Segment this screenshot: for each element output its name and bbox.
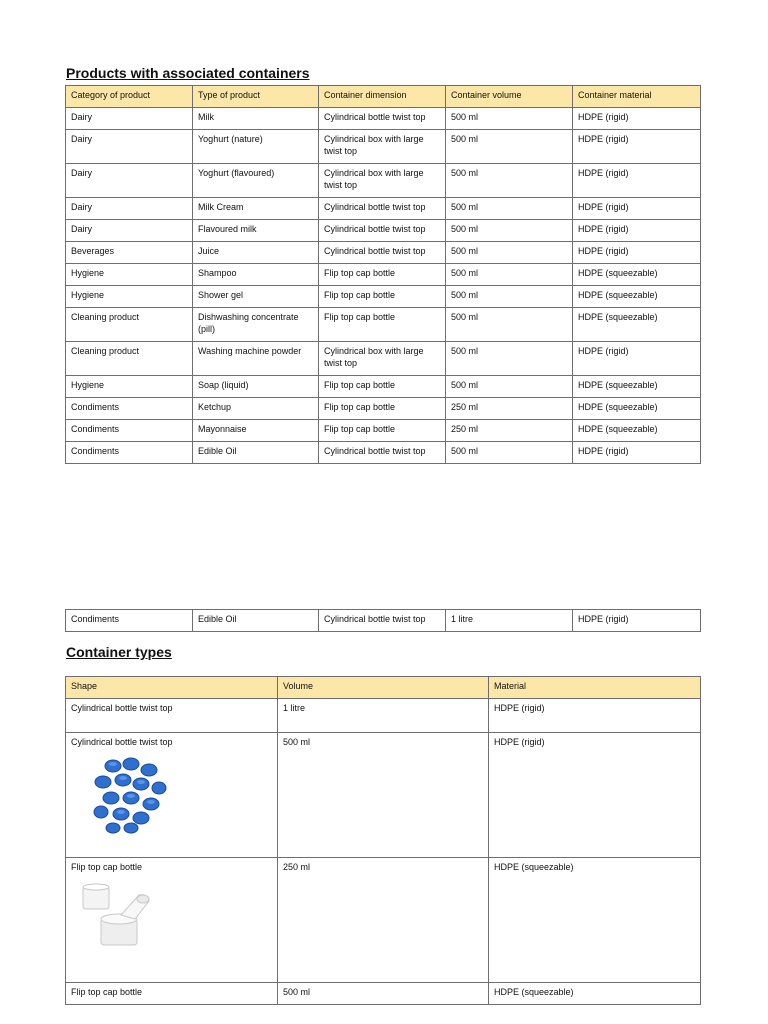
container-types-header-row [66, 677, 701, 699]
cell-type: Yoghurt (nature) [193, 130, 319, 164]
cell-material: HDPE (rigid) [489, 733, 701, 858]
cell-dimension: Flip top cap bottle [319, 264, 446, 286]
cell-category: Beverages [66, 242, 193, 264]
cell-category: Dairy [66, 130, 193, 164]
cell-volume: 250 ml [278, 858, 489, 983]
cell-category: Dairy [66, 220, 193, 242]
cell-volume: 500 ml [446, 242, 573, 264]
cell-material: HDPE (squeezable) [573, 376, 701, 398]
column-header: Container dimension [319, 86, 446, 108]
cell-volume: 500 ml [278, 733, 489, 858]
cell-volume: 1 litre [278, 699, 489, 733]
cell-category: Condiments [66, 420, 193, 442]
products-table [65, 85, 701, 464]
cell-dimension: Cylindrical bottle twist top [319, 108, 446, 130]
table-row [66, 610, 701, 632]
cell-material: HDPE (squeezable) [573, 308, 701, 342]
cell-volume: 500 ml [446, 308, 573, 342]
cell-type: Dishwashing concentrate (pill) [193, 308, 319, 342]
table-row [66, 699, 701, 733]
cell-type: Edible Oil [193, 442, 319, 464]
cell-category: Hygiene [66, 264, 193, 286]
cell-volume: 500 ml [446, 130, 573, 164]
container-types-title: Container types [66, 644, 172, 660]
cell-category: Dairy [66, 198, 193, 220]
column-header: Container volume [446, 86, 573, 108]
cell-dimension: Flip top cap bottle [319, 376, 446, 398]
cell-dimension: Cylindrical bottle twist top [319, 198, 446, 220]
cell-shape [66, 733, 278, 858]
cell-type: Milk Cream [193, 198, 319, 220]
cell-dimension: Cylindrical bottle twist top [319, 610, 446, 632]
cell-category: Dairy [66, 108, 193, 130]
cell-type: Flavoured milk [193, 220, 319, 242]
cell-material: HDPE (rigid) [489, 699, 701, 733]
shape-label: Flip top cap bottle [71, 987, 143, 997]
cell-material: HDPE (squeezable) [489, 983, 701, 1005]
column-header: Material [489, 677, 701, 699]
table-row [66, 420, 701, 442]
cell-volume: 500 ml [446, 376, 573, 398]
cell-material: HDPE (squeezable) [489, 858, 701, 983]
cell-type: Mayonnaise [193, 420, 319, 442]
table-row [66, 130, 701, 164]
cell-volume: 500 ml [446, 108, 573, 130]
cell-shape [66, 699, 278, 733]
cell-type: Soap (liquid) [193, 376, 319, 398]
products-title: Products with associated containers [66, 65, 310, 81]
cell-category: Condiments [66, 442, 193, 464]
cell-dimension: Flip top cap bottle [319, 286, 446, 308]
cell-material: HDPE (rigid) [573, 164, 701, 198]
cell-material: HDPE (rigid) [573, 242, 701, 264]
cell-type: Juice [193, 242, 319, 264]
cell-dimension: Flip top cap bottle [319, 308, 446, 342]
cell-volume: 250 ml [446, 398, 573, 420]
cell-material: HDPE (squeezable) [573, 264, 701, 286]
cell-type: Shampoo [193, 264, 319, 286]
shape-label: Flip top cap bottle [71, 862, 143, 872]
cell-volume: 500 ml [446, 442, 573, 464]
column-header: Container material [573, 86, 701, 108]
products-table-continued [65, 609, 701, 632]
shape-label: Cylindrical bottle twist top [71, 737, 173, 747]
shape-label: Cylindrical bottle twist top [71, 703, 173, 713]
table-row [66, 242, 701, 264]
cell-category: Hygiene [66, 286, 193, 308]
cell-material: HDPE (squeezable) [573, 286, 701, 308]
cell-type: Edible Oil [193, 610, 319, 632]
cell-material: HDPE (rigid) [573, 108, 701, 130]
cell-category: Condiments [66, 610, 193, 632]
cell-category: Dairy [66, 164, 193, 198]
cell-dimension: Cylindrical box with large twist top [319, 342, 446, 376]
table-row [66, 308, 701, 342]
cell-material: HDPE (rigid) [573, 130, 701, 164]
blue-twist-caps-image [83, 756, 173, 836]
cell-volume: 500 ml [446, 198, 573, 220]
cell-dimension: Cylindrical bottle twist top [319, 242, 446, 264]
table-row [66, 376, 701, 398]
column-header: Shape [66, 677, 278, 699]
table-row [66, 858, 701, 983]
table-row [66, 733, 701, 858]
cell-category: Cleaning product [66, 342, 193, 376]
cell-dimension: Cylindrical box with large twist top [319, 164, 446, 198]
products-header-row [66, 86, 701, 108]
cell-volume: 500 ml [446, 264, 573, 286]
cell-type: Shower gel [193, 286, 319, 308]
table-row [66, 164, 701, 198]
cell-type: Washing machine powder [193, 342, 319, 376]
cell-material: HDPE (rigid) [573, 342, 701, 376]
cell-category: Hygiene [66, 376, 193, 398]
cell-volume: 500 ml [446, 220, 573, 242]
cell-material: HDPE (rigid) [573, 610, 701, 632]
cell-volume: 250 ml [446, 420, 573, 442]
cell-volume: 500 ml [446, 342, 573, 376]
column-header: Type of product [193, 86, 319, 108]
cell-type: Ketchup [193, 398, 319, 420]
cell-material: HDPE (squeezable) [573, 398, 701, 420]
table-row [66, 108, 701, 130]
cell-dimension: Cylindrical bottle twist top [319, 220, 446, 242]
cell-volume: 500 ml [446, 164, 573, 198]
table-row [66, 342, 701, 376]
table-row [66, 286, 701, 308]
cell-material: HDPE (squeezable) [573, 420, 701, 442]
table-row [66, 198, 701, 220]
cell-material: HDPE (rigid) [573, 442, 701, 464]
cell-material: HDPE (rigid) [573, 198, 701, 220]
cell-material: HDPE (rigid) [573, 220, 701, 242]
table-row [66, 442, 701, 464]
table-row [66, 264, 701, 286]
cell-shape [66, 858, 278, 983]
cell-volume: 1 litre [446, 610, 573, 632]
cell-dimension: Cylindrical box with large twist top [319, 130, 446, 164]
cell-dimension: Cylindrical bottle twist top [319, 442, 446, 464]
cell-volume: 500 ml [446, 286, 573, 308]
cell-dimension: Flip top cap bottle [319, 398, 446, 420]
cell-volume: 500 ml [278, 983, 489, 1005]
table-row [66, 398, 701, 420]
cell-category: Condiments [66, 398, 193, 420]
cell-category: Cleaning product [66, 308, 193, 342]
white-flip-caps-image [77, 881, 157, 951]
table-row [66, 220, 701, 242]
cell-dimension: Flip top cap bottle [319, 420, 446, 442]
column-header: Volume [278, 677, 489, 699]
column-header: Category of product [66, 86, 193, 108]
cell-type: Milk [193, 108, 319, 130]
table-row [66, 983, 701, 1005]
container-types-table [65, 676, 701, 1005]
cell-type: Yoghurt (flavoured) [193, 164, 319, 198]
cell-shape [66, 983, 278, 1005]
